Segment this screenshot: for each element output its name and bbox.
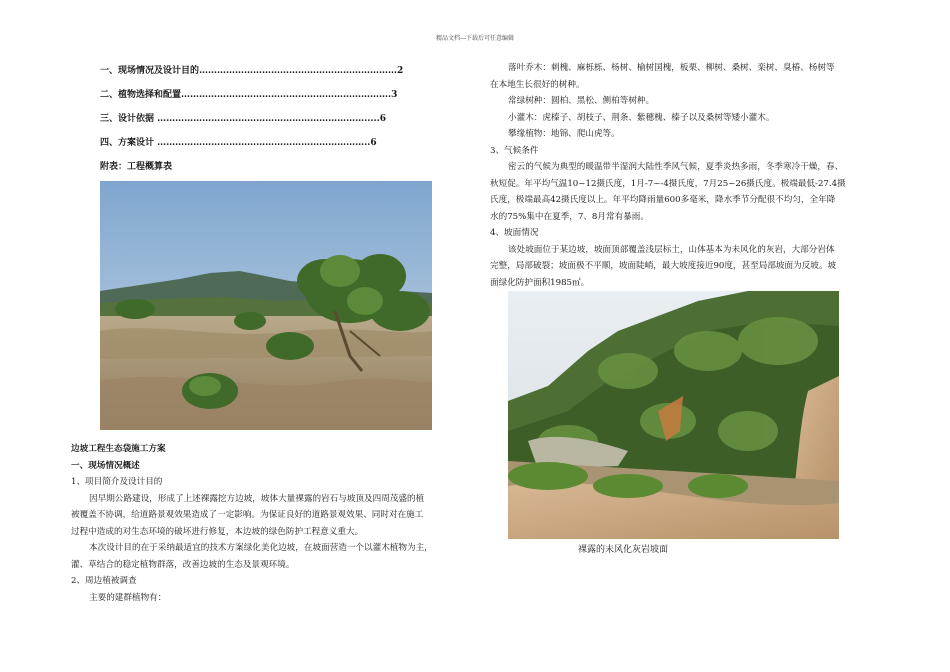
left-column xyxy=(71,441,471,606)
toc-dots: ………………………………………………………… xyxy=(199,66,398,76)
toc-page: 3 xyxy=(391,90,398,100)
toc-dots: ……………………………………………………………. xyxy=(181,90,392,100)
toc-page: .....6 xyxy=(364,114,387,124)
paragraph-line: 完整，局部破裂；坡面极不平顺，坡面陡峭，最大坡度接近90度，甚至局部坡面为反坡。坡 xyxy=(490,261,837,271)
toc-item-1 xyxy=(100,63,404,76)
slope-photo-right xyxy=(508,291,839,539)
toc-title: 二、植物选择和配置 xyxy=(100,90,182,100)
toc-page: 2 xyxy=(397,66,404,76)
paragraph-line: 密云的气候为典型的暖温带半湿润大陆性季风气候，夏季炎热多雨，冬季寒冷干燥，春、 xyxy=(508,162,844,172)
paragraph-line: 主要的建群植物有： xyxy=(89,592,167,603)
paragraph-line: 攀缘植物：地锦、爬山虎等。 xyxy=(508,129,620,139)
paragraph-line: 因早期公路建设，形成了上述裸露挖方边坡，坡体大量裸露的岩石与坡顶及四周茂盛的植 xyxy=(89,493,425,504)
toc-page: 6 xyxy=(370,138,377,148)
document-title: 边坡工程生态袋施工方案 xyxy=(71,444,166,454)
paragraph-line: 在本地生长很好的树种。 xyxy=(490,79,585,90)
toc-item-4 xyxy=(100,135,400,148)
section-heading-overview: 一、现场情况概述 xyxy=(71,460,140,471)
toc-item-2 xyxy=(100,87,400,100)
subheading-project-intro: 1、项目简介及设计目的 xyxy=(71,477,163,487)
subheading-climate: 3、气候条件 xyxy=(490,145,539,156)
paragraph-line: 小灌木：虎榛子、胡枝子、荆条、紫穗槐、榛子以及桑树等矮小灌木。 xyxy=(508,112,775,123)
toc-title: 三、设计依据 xyxy=(100,114,158,124)
toc-dots: …………………………………………………………….. xyxy=(157,138,371,148)
paragraph-line: 过程中造成的对生态环境的破坏进行修复，本边坡的绿色防护工程意义重大。 xyxy=(71,526,364,537)
paragraph-line: 灌、草结合的稳定植物群落，改善边坡的生态及景观环境。 xyxy=(71,559,295,570)
slope-photo-left xyxy=(100,181,432,430)
paragraph-line: 落叶乔木：刺槐、麻栎栎、杨树、榆树国槐，板栗、柳树、桑树、栾树、臭椿、杨树等 xyxy=(508,63,835,73)
toc-dots: …………………………………………………………… xyxy=(157,114,365,124)
paragraph-line: 氏度，极端最高42摄氏度以上。年平均降雨量600多毫米，降水季节分配很不均匀，全年降 xyxy=(490,195,836,205)
right-column xyxy=(490,60,890,291)
paragraph-line: 本次设计目的在于采纳最适宜的技术方案绿化美化边坡，在坡面营造一个以灌木植物为主， xyxy=(89,543,433,553)
toc-item-3 xyxy=(100,111,400,124)
subheading-slope: 4、坡面情况 xyxy=(490,228,539,238)
appendix-label: 附表：工程概算表 xyxy=(100,162,173,172)
paragraph-line: 秋短促。年平均气温10~12摄氏度，1月-7~-4摄氏度，7月25~26摄氏度。极端最低-27.4摄 xyxy=(490,178,846,189)
paragraph-line: 水的75%集中在夏季，7、8月常有暴雨。 xyxy=(490,211,649,222)
paragraph-line: 被覆盖不协调，给道路景观效果造成了一定影响。为保证良好的道路景观效果、同时对在施工 xyxy=(71,510,424,520)
toc-title: 一、现场情况及设计目的 xyxy=(100,66,200,76)
paragraph-line: 该处坡面位于某边坡，坡面顶部覆盖浅层标土，山体基本为未风化的灰岩，大部分岩体 xyxy=(508,244,835,255)
page-header: 精品文档---下载后可任意编辑 xyxy=(435,35,515,42)
subheading-vegetation: 2、周边植被调查 xyxy=(71,576,137,586)
paragraph-line: 面绿化防护面积1985㎡。 xyxy=(490,277,590,288)
photo-caption: 裸露的未风化灰岩坡面 xyxy=(578,545,669,555)
toc-title: 四、方案设计 xyxy=(100,138,158,148)
paragraph-line: 常绿树种：圆柏、黑松、侧柏等树种。 xyxy=(508,96,655,106)
